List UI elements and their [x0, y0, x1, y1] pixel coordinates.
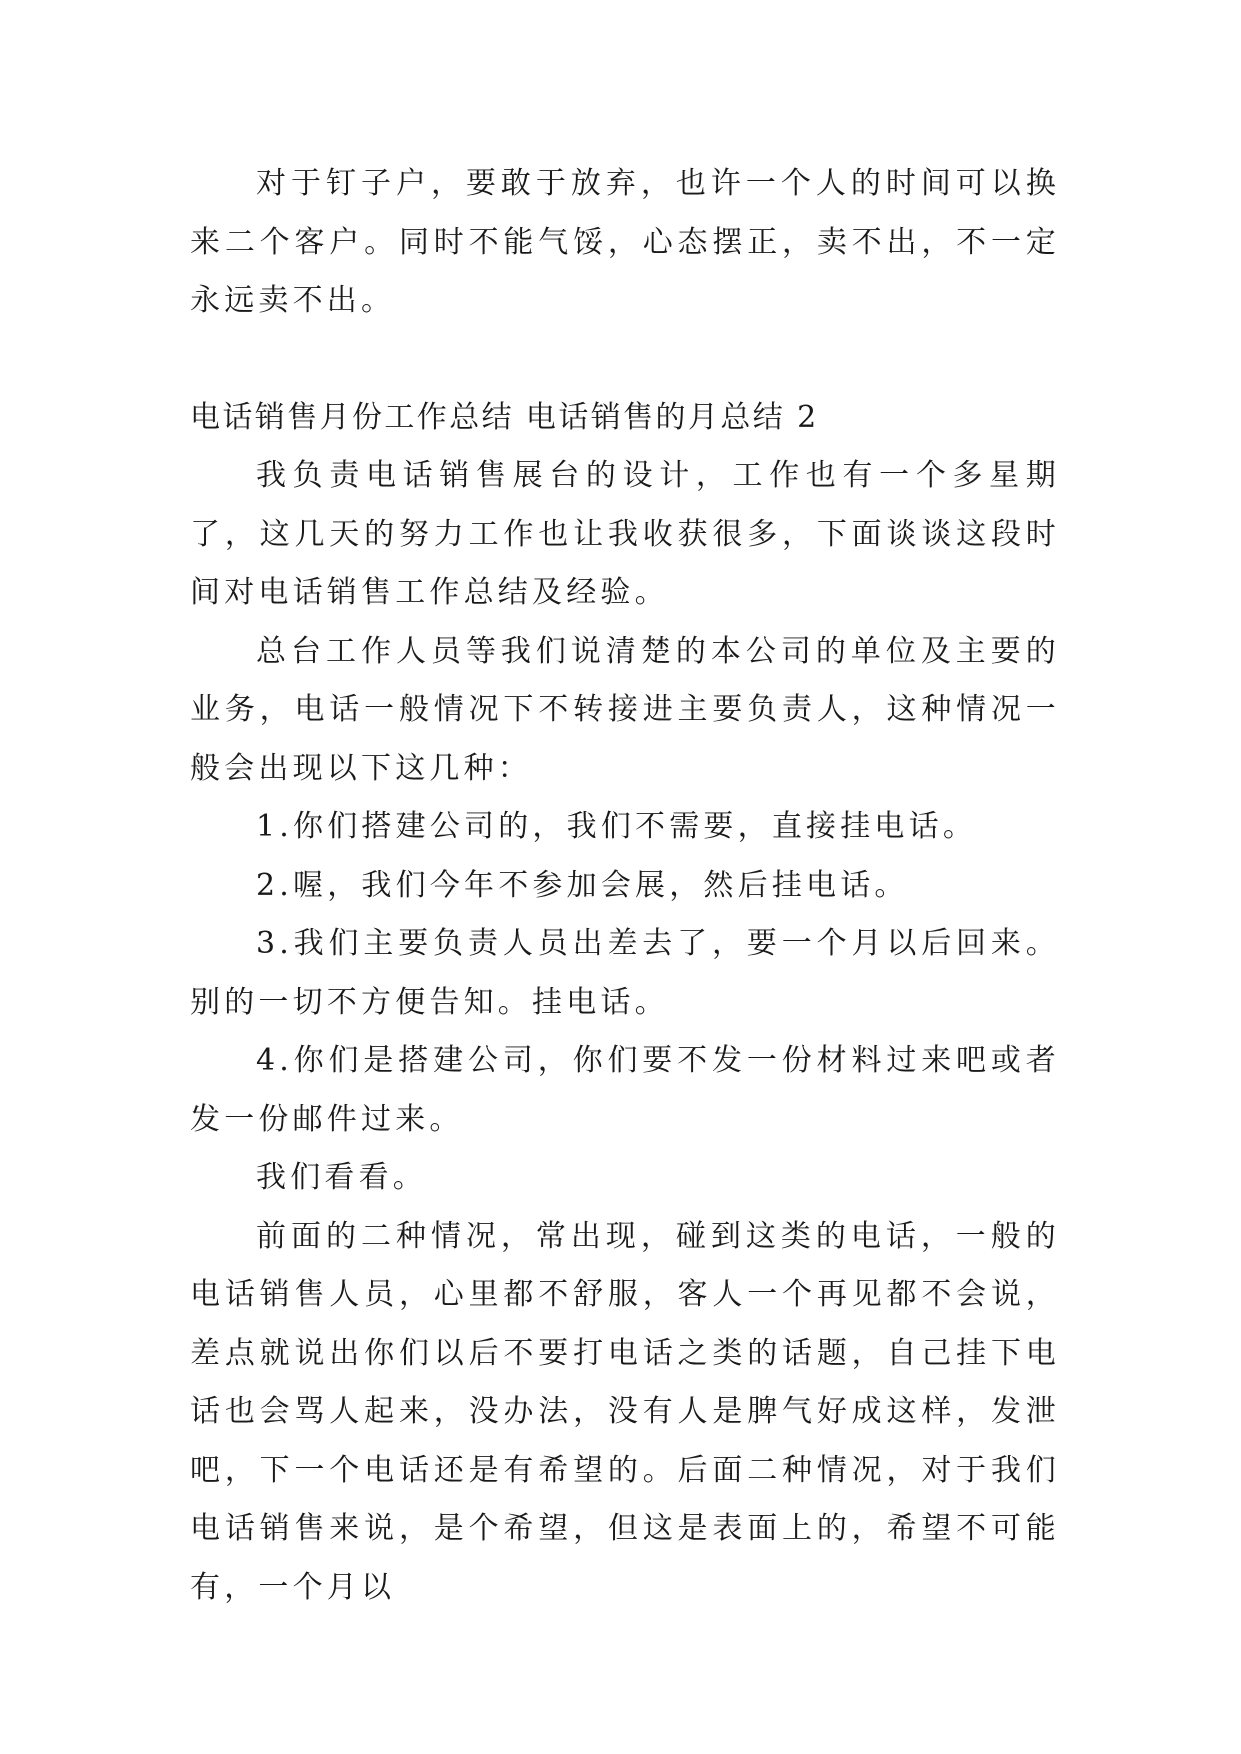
intro-paragraph: 对于钉子户，要敢于放弃，也许一个人的时间可以换来二个客户。同时不能气馁，心态摆正，卖不出，不一定永远卖不出。	[190, 166, 1060, 318]
list-item: 4.你们是搭建公司，你们要不发一份材料过来吧或者发一份邮件过来。	[190, 1043, 1060, 1137]
body-paragraph: 前面的二种情况，常出现，碰到这类的电话，一般的电话销售人员，心里都不舒服，客人一个再见都不会说，差点就说出你们以后不要打电话之类的话题，自己挂下电话也会骂人起来，没办法，没有人是脾气好成这样，发泄吧，下一个电话还是有希望的。后面二种情况，对于我们电话销售来说，是个希望，但这是表面上的，希望不可能有，一个月以	[190, 1218, 1060, 1605]
list-item: 1.你们搭建公司的，我们不需要，直接挂电话。	[256, 809, 978, 844]
body-paragraph: 总台工作人员等我们说清楚的本公司的单位及主要的业务，电话一般情况下不转接进主要负责人，这种情况一般会出现以下这几种：	[190, 633, 1060, 786]
section-heading: 电话销售月份工作总结 电话销售的月总结 2	[190, 399, 819, 435]
body-paragraph: 我们看看。	[256, 1160, 427, 1195]
list-item: 3.我们主要负责人员出差去了，要一个月以后回来。别的一切不方便告知。挂电话。	[190, 926, 1060, 1020]
list-item: 2.喔，我们今年不参加会展，然后挂电话。	[256, 867, 909, 903]
document-page	[190, 155, 1060, 1617]
body-paragraph: 我负责电话销售展台的设计，工作也有一个多星期了，这几天的努力工作也让我收获很多，下面谈谈这段时间对电话销售工作总结及经验。	[190, 458, 1060, 610]
